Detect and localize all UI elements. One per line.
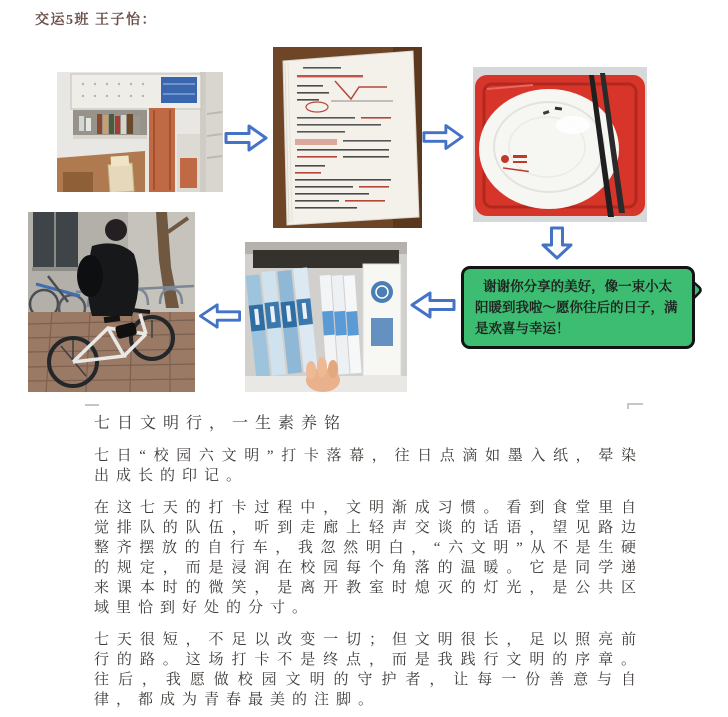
hand <box>306 357 340 392</box>
study-notes-illustration <box>273 47 422 228</box>
essay-paragraph: 七日“校园六文明”打卡落幕，往日点滴如墨入纸，晕染出成长的印记。 <box>94 448 643 484</box>
essay-title: 七日文明行，一生素养铭 <box>94 415 348 432</box>
essay-paragraph: 在这七天的打卡过程中，文明渐成习惯。看到食堂里自觉排队的队伍，听到走廊上轻声交谈的话语，望见路边整齐摆放的自行车，我忽然明白，“六文明”从不是生硬的规定，而是浸润在校园每个角落的温暖。它是同学递来课本时的微笑，是离开教室时熄灭的灯光，是公共区域里恰到好处的分寸。 <box>94 500 643 616</box>
bicycle-parking-illustration <box>28 212 195 392</box>
chat-bubble <box>461 266 695 349</box>
bookend <box>363 264 401 376</box>
clean-plate-photo <box>473 67 647 222</box>
arrow-down-icon <box>541 226 573 260</box>
dorm-room-photo <box>57 72 223 192</box>
essay-paragraph: 七天很短，不足以改变一切；但文明很长，足以照亮前行的路。这场打卡不是终点，而是我践行文明的序章。往后，我愿做校园文明的守护者，让每一份善意与自律，都成为青春最美的注脚。 <box>94 632 643 708</box>
dorm-room-illustration <box>57 72 223 192</box>
arrow-left-icon <box>197 302 243 330</box>
study-notes-photo <box>273 47 422 228</box>
clean-plate-illustration <box>473 67 647 222</box>
arrow-right-icon <box>422 122 464 152</box>
author-title: 交运5班 王子怡： <box>35 13 157 28</box>
arrow-right-icon <box>224 123 268 153</box>
bicycle-parking-photo <box>28 212 195 392</box>
bubble-message: 谢谢你分享的美好，像一束小太阳暖到我啦～愿你往后的日子，满是欢喜与幸运！ <box>475 279 678 336</box>
textbox-corner-mark <box>627 403 643 405</box>
white-book-spines <box>320 273 362 375</box>
arrow-left-icon <box>410 290 456 320</box>
essay-textbox <box>94 406 643 717</box>
library-books-illustration <box>245 242 407 392</box>
library-books-photo <box>245 242 407 392</box>
